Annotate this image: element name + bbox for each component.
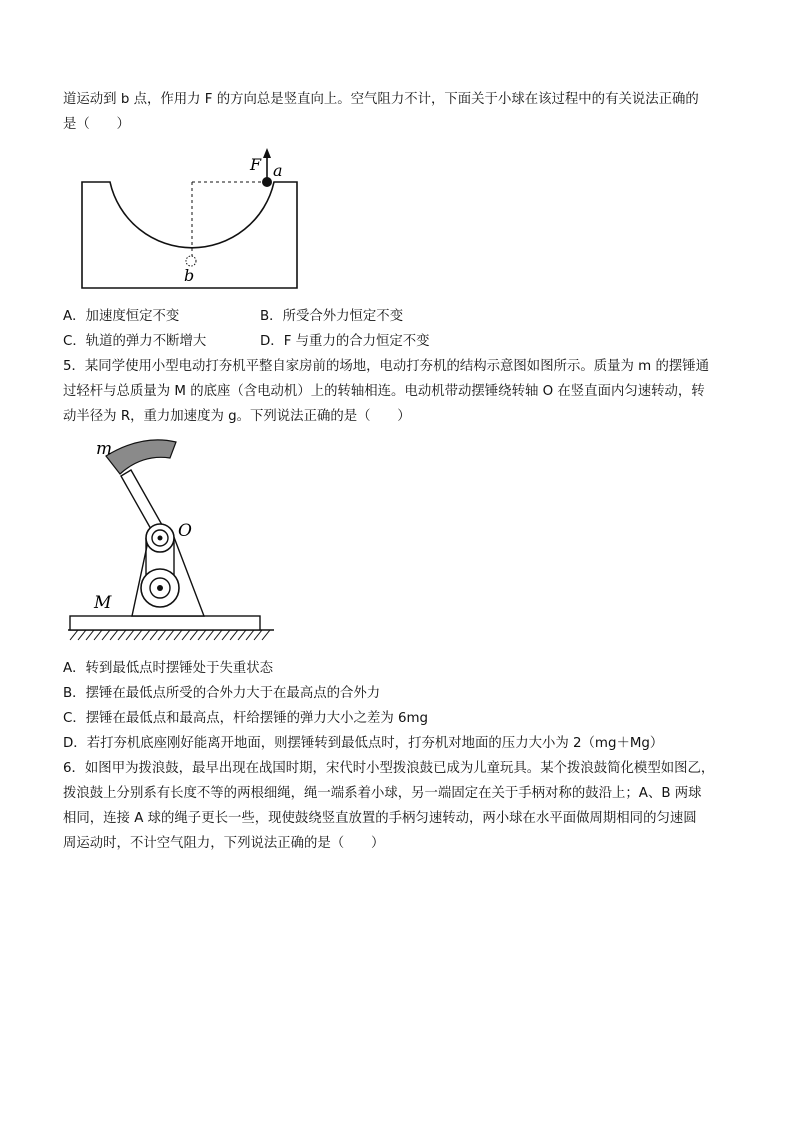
q4-option-d: D．F 与重力的合力恒定不变 xyxy=(260,334,430,349)
q5-option-b: B．摆锤在最低点所受的合外力大于在最高点的合外力 xyxy=(63,686,381,701)
q6-stem-line-4: 周运动时，不计空气阻力，下列说法正确的是（ ） xyxy=(63,836,385,851)
q5-option-a: A．转到最低点时摆锤处于失重状态 xyxy=(63,661,274,676)
label-b: b xyxy=(184,266,195,285)
q5-stem-line-2: 过轻杆与总质量为 M 的底座（含电动机）上的转轴相连。电动机带动摆锤绕转轴 O 在竖直面内匀速转动，转 xyxy=(63,384,705,399)
ball-at-b xyxy=(186,256,196,266)
q4-stem-line-2: 是（ ） xyxy=(63,117,130,132)
label-a: a xyxy=(273,161,283,180)
q5-stem-line-1: 5．某同学使用小型电动打夯机平整自家房前的场地，电动打夯机的结构示意图如图所示。质量为 m 的摆锤通 xyxy=(63,359,710,374)
q4-option-c: C．轨道的弹力不断增大 xyxy=(63,334,207,349)
label-F: F xyxy=(250,155,262,174)
force-arrow-head xyxy=(263,148,271,158)
q5-stem-line-3: 动半径为 R，重力加速度为 g。下列说法正确的是（ ） xyxy=(63,409,411,424)
hammer-head xyxy=(106,440,176,474)
q5-rammer-figure xyxy=(62,440,282,640)
q4-option-b: B．所受合外力恒定不变 xyxy=(260,309,404,324)
label-m: m xyxy=(96,439,113,459)
base-plate xyxy=(70,616,260,630)
q6-stem-line-2: 拨浪鼓上分别系有长度不等的两根细绳，绳一端系着小球，另一端固定在关于手柄对称的鼓沿上；A、B 两球 xyxy=(63,786,702,801)
ground-hatch xyxy=(70,630,270,640)
ball-at-a xyxy=(262,177,272,187)
q5-option-d: D．若打夯机底座刚好能离开地面，则摆锤转到最低点时，打夯机对地面的压力大小为 2（mg＋Mg） xyxy=(63,736,664,751)
motor-pulley-center xyxy=(157,585,163,591)
label-M: M xyxy=(94,593,112,613)
label-O: O xyxy=(178,521,192,541)
q6-stem-line-3: 相同，连接 A 球的绳子更长一些，现使鼓绕竖直放置的手柄匀速转动，两小球在水平面做周期相同的匀速圆 xyxy=(63,811,697,826)
q4-track-figure xyxy=(78,155,318,285)
q4-option-a: A．加速度恒定不变 xyxy=(63,309,180,324)
axis-center xyxy=(158,536,163,541)
q6-stem-line-1: 6．如图甲为拨浪鼓，最早出现在战国时期，宋代时小型拨浪鼓已成为儿童玩具。某个拨浪鼓简化模型如图乙， xyxy=(63,761,715,776)
q4-stem-line-1: 道运动到 b 点，作用力 F 的方向总是竖直向上。空气阻力不计，下面关于小球在该过程中的有关说法正确的 xyxy=(63,92,699,107)
q5-option-c: C．摆锤在最低点和最高点，杆给摆锤的弹力大小之差为 6mg xyxy=(63,711,429,726)
